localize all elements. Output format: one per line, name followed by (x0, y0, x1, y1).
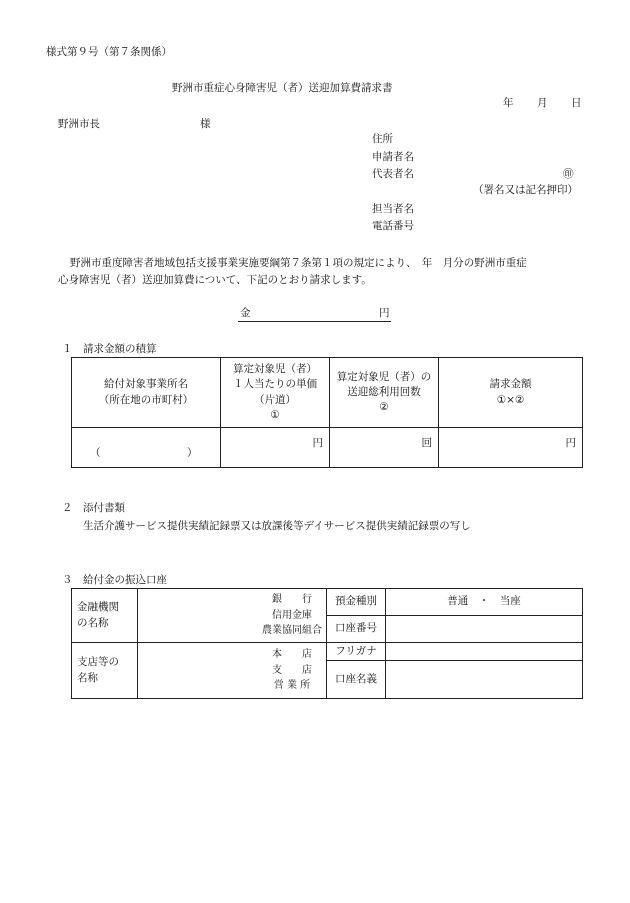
date-year-label: 年 (503, 97, 514, 109)
header-usage-count: 算定対象児（者）の 送迎総利用回数 ② (330, 358, 439, 428)
branch-name-label: 支店等の 名称 (72, 643, 138, 699)
unit-yen-total: 円 (565, 437, 576, 449)
unit-times: 回 (421, 437, 432, 449)
amount-unit: 円 (379, 307, 390, 319)
honorific: 様 (200, 118, 211, 130)
bank-name-label: 金融機関 の名称 (72, 589, 138, 643)
office-name-cell[interactable] (72, 428, 221, 468)
unit-price-cell[interactable] (221, 428, 330, 468)
applicant-name-label: 申請者名 (372, 151, 414, 163)
usage-count-cell[interactable] (330, 428, 439, 468)
body-text-line-2: 心身障害児（者）送迎加算費について、下記のとおり請求します。 (58, 274, 372, 286)
document-title: 野洲市重症心身障害児（者）送迎加算費請求書 (172, 82, 393, 94)
branch-name-input[interactable] (138, 643, 259, 699)
account-holder-label: 口座名義 (327, 661, 386, 699)
header-office: 給付対象事業所名 （所在地の市町村） (72, 358, 221, 428)
phone-label: 電話番号 (372, 220, 414, 232)
form-number: 様式第９号（第７条関係） (46, 46, 172, 58)
contact-person-label: 担当者名 (372, 203, 414, 215)
address-label: 住所 (372, 133, 393, 145)
amount-prefix: 金 (240, 307, 251, 319)
section3-heading: ３ 給付金の振込口座 (62, 574, 167, 586)
account-number-label: 口座番号 (327, 616, 386, 643)
unit-yen: 円 (312, 437, 323, 449)
seal-mark: ㊞ (563, 168, 574, 180)
section1-heading: １ 請求金額の積算 (62, 343, 157, 355)
header-unit-price: 算定対象児（者） １人当たりの単価 （片道） ① (221, 358, 330, 428)
furigana-label: フリガナ (327, 643, 386, 661)
account-holder-input[interactable] (386, 661, 583, 699)
bank-name-input[interactable] (138, 589, 259, 643)
amount-underline (238, 321, 391, 322)
deposit-type-options[interactable]: 普通 ・ 当座 (386, 589, 583, 616)
date-day-label: 日 (571, 97, 582, 109)
deposit-type-label: 預金種別 (327, 589, 386, 616)
branch-type-options[interactable]: 本 店 支 店 営 業 所 (258, 643, 327, 699)
bank-type-options[interactable]: 銀 行 信用金庫 農業協同組合 (258, 589, 327, 643)
date-month-label: 月 (537, 97, 548, 109)
bank-account-table (71, 588, 583, 699)
claim-amount-cell[interactable] (439, 428, 583, 468)
furigana-input[interactable] (386, 643, 583, 661)
attachment-text: 生活介護サービス提供実績記録票又は放課後等デイサービス提供実績記録票の写し (83, 520, 471, 532)
section2-heading: ２ 添付書類 (62, 502, 125, 514)
seal-note: （署名又は記名押印） (473, 184, 578, 196)
calculation-table (71, 357, 583, 468)
body-text-line-1: 野洲市重度障害者地域包括支援事業実施要綱第７条第１項の規定により、 年 月分の野洲市重症 (70, 257, 527, 269)
paren-open: （ (90, 446, 101, 459)
paren-close: ） (187, 446, 198, 459)
header-claim-amount: 請求金額 ①×② (439, 358, 583, 428)
addressee: 野洲市長 (58, 118, 100, 130)
representative-label: 代表者名 (372, 168, 414, 180)
account-number-input[interactable] (386, 616, 583, 643)
